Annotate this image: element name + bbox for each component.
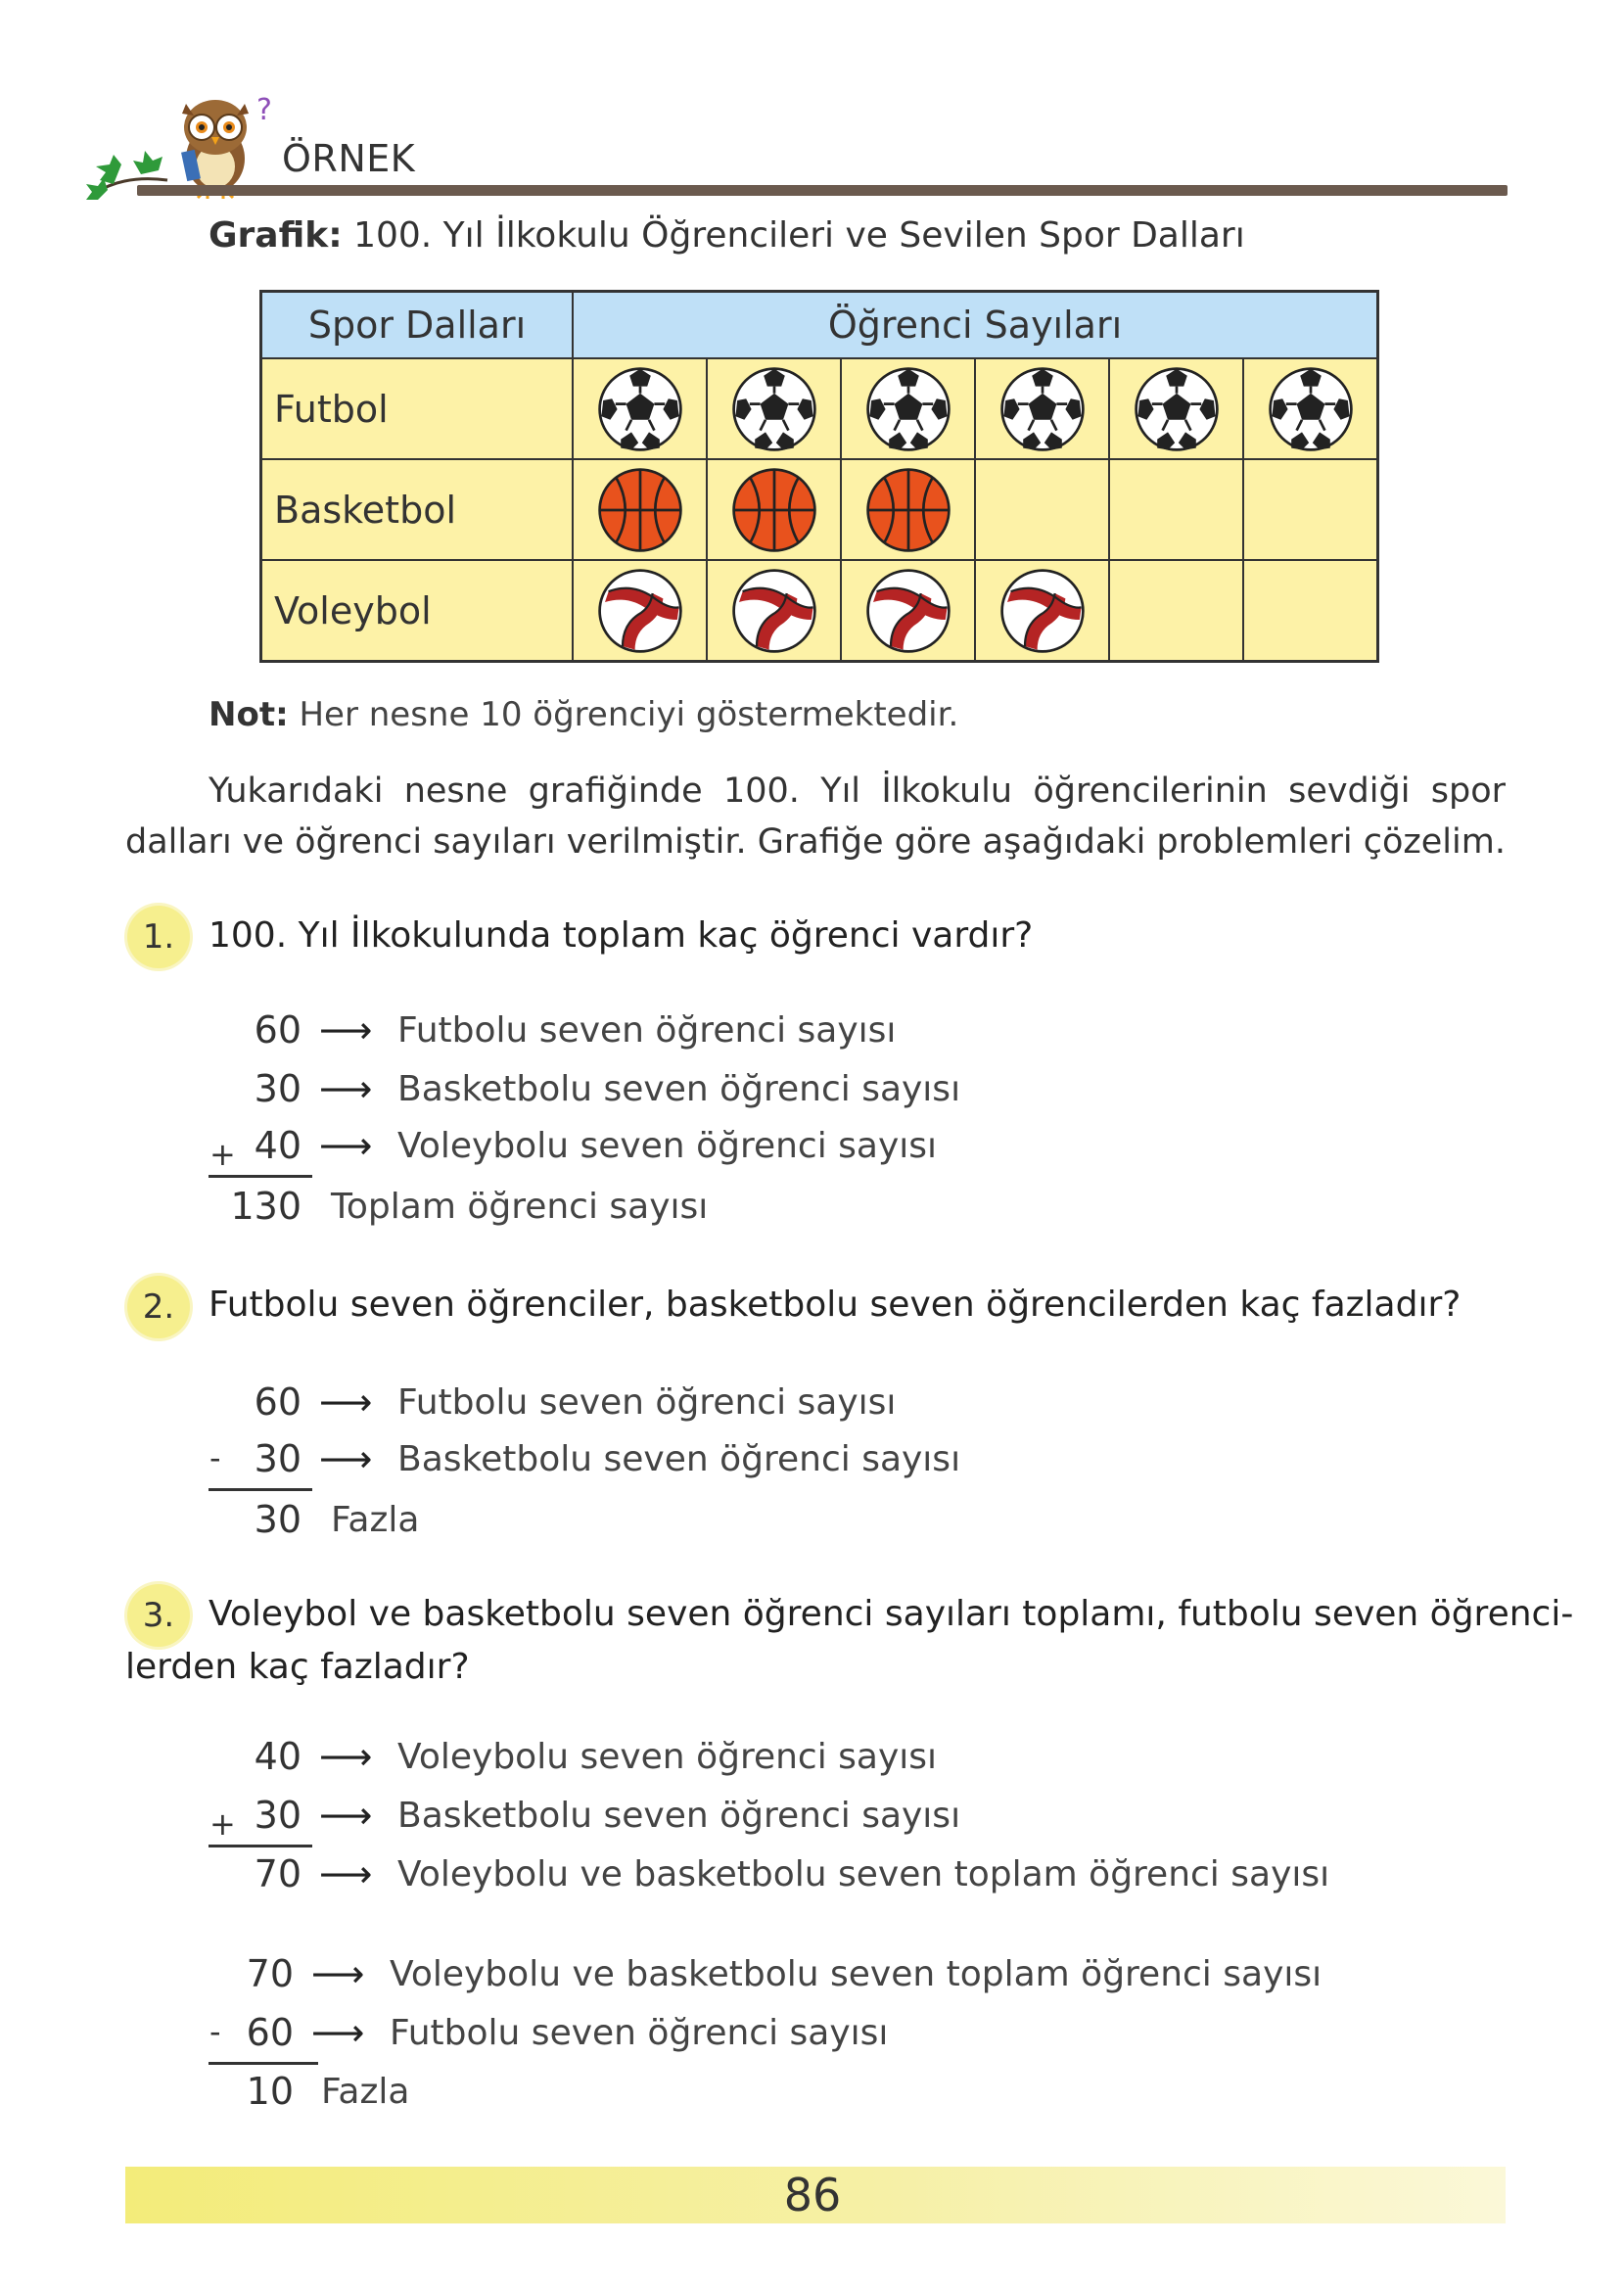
table-row — [261, 560, 1378, 662]
arrow-icon: ⟶ — [319, 1735, 373, 1778]
soccer-ball-icon — [708, 365, 840, 453]
calc-description: Voleybolu seven öğrenci sayısı — [397, 1737, 938, 1777]
pictograph-cell — [841, 560, 975, 662]
graph-note — [209, 695, 958, 734]
question-3-text: Voleybol ve basketbolu seven öğrenci sayıları toplamı, futbolu seven öğrenci- — [209, 1594, 1574, 1634]
graph-caption — [209, 215, 1245, 256]
calc-number: 60 — [254, 1380, 302, 1424]
volleyball-icon — [708, 567, 840, 655]
arrow-icon: ⟶ — [319, 1008, 373, 1052]
arrow-icon: ⟶ — [319, 1124, 373, 1167]
calc-result-description: Fazla — [321, 2072, 410, 2112]
calc-description: Futbolu seven öğrenci sayısı — [397, 1382, 897, 1423]
table-header-students: Öğrenci Sayıları — [573, 292, 1378, 359]
calc-description: Voleybolu ve basketbolu seven toplam öğrenci sayısı — [390, 1954, 1322, 1994]
pictograph-cell — [1243, 358, 1378, 459]
leaf-decoration-icon — [84, 145, 172, 206]
calc-number: 40 — [254, 1735, 302, 1778]
soccer-ball-icon — [1110, 365, 1242, 453]
volleyball-icon — [842, 567, 974, 655]
arrow-icon: ⟶ — [319, 1794, 373, 1837]
pictograph-table — [259, 290, 1379, 663]
pictograph-cell — [1243, 560, 1378, 662]
arrow-icon: ⟶ — [311, 1952, 365, 1995]
calc-description: Futbolu seven öğrenci sayısı — [397, 1010, 897, 1051]
minus-operator: - — [209, 2013, 221, 2050]
note-text: Her nesne 10 öğrenciyi göstermektedir. — [299, 695, 959, 734]
calc-result: 70 — [254, 1852, 302, 1895]
arrow-icon: ⟶ — [311, 2011, 365, 2054]
basketball-icon — [574, 466, 706, 554]
plus-operator: + — [209, 1805, 236, 1843]
pictograph-cell — [841, 459, 975, 560]
arrow-icon: ⟶ — [319, 1380, 373, 1424]
calc-number: 40 — [254, 1124, 302, 1167]
pictograph-cell — [841, 358, 975, 459]
calc-description: Futbolu seven öğrenci sayısı — [390, 2013, 889, 2053]
calc-description: Voleybolu seven öğrenci sayısı — [397, 1126, 938, 1166]
pictograph-cell — [1243, 459, 1378, 560]
calc-result-description: Fazla — [331, 1500, 420, 1540]
question-badge: 1. — [127, 906, 190, 968]
calc-result: 30 — [254, 1498, 302, 1541]
pictograph-cell — [573, 358, 707, 459]
arrow-icon: ⟶ — [319, 1852, 373, 1895]
sport-label: Voleybol — [261, 560, 574, 662]
calc-description: Basketbolu seven öğrenci sayısı — [397, 1439, 961, 1479]
calc-number: 30 — [254, 1067, 302, 1110]
calc-number: 60 — [246, 2011, 294, 2054]
soccer-ball-icon — [842, 365, 974, 453]
question-1-text: 100. Yıl İlkokulunda toplam kaç öğrenci vardır? — [209, 915, 1034, 956]
calc-number: 70 — [246, 1952, 294, 1995]
plus-operator: + — [209, 1136, 236, 1173]
sum-line — [209, 1845, 312, 1847]
calc-number: 30 — [254, 1794, 302, 1837]
pictograph-cell — [707, 560, 841, 662]
table-row — [261, 459, 1378, 560]
soccer-ball-icon — [976, 365, 1108, 453]
basketball-icon — [708, 466, 840, 554]
section-title: ÖRNEK — [282, 137, 416, 180]
caption-text: 100. Yıl İlkokulu Öğrencileri ve Sevilen Spor Dalları — [353, 215, 1245, 256]
pictograph-cell — [975, 459, 1109, 560]
calc-number: 30 — [254, 1437, 302, 1480]
minus-operator: - — [209, 1439, 221, 1476]
calc-result: 130 — [230, 1185, 302, 1228]
pictograph-cell — [1109, 459, 1243, 560]
pictograph-cell — [573, 459, 707, 560]
caption-label: Grafik: — [209, 215, 343, 256]
sum-line — [209, 1175, 312, 1178]
svg-text:?: ? — [256, 93, 272, 127]
calc-number: 60 — [254, 1008, 302, 1052]
intro-paragraph: Yukarıdaki nesne grafiğinde 100. Yıl İlkokulu öğrencilerinin sevdiği spor dalları ve öğrenci sayıları verilmiştir. Grafiğe göre aşağıdaki problemleri çözelim. — [125, 771, 1506, 862]
volleyball-icon — [574, 567, 706, 655]
calc-description: Basketbolu seven öğrenci sayısı — [397, 1069, 961, 1109]
pictograph-cell — [573, 560, 707, 662]
basketball-icon — [842, 466, 974, 554]
arrow-icon: ⟶ — [319, 1437, 373, 1480]
sport-label: Futbol — [261, 358, 574, 459]
pictograph-cell — [707, 459, 841, 560]
question-badge: 2. — [127, 1276, 190, 1338]
calc-result: 10 — [246, 2070, 294, 2113]
pictograph-cell — [707, 358, 841, 459]
pictograph-cell — [975, 560, 1109, 662]
question-3-text-cont: lerden kaç fazladır? — [125, 1647, 470, 1687]
table-header-sport: Spor Dalları — [261, 292, 574, 359]
calc-result-description: Voleybolu ve basketbolu seven toplam öğrenci sayısı — [397, 1854, 1330, 1894]
header-divider — [137, 185, 1508, 196]
volleyball-icon — [976, 567, 1108, 655]
sport-label: Basketbol — [261, 459, 574, 560]
table-row — [261, 358, 1378, 459]
calc-description: Basketbolu seven öğrenci sayısı — [397, 1796, 961, 1836]
pictograph-cell — [1109, 358, 1243, 459]
difference-line — [209, 2062, 318, 2065]
page-number: 86 — [783, 2169, 842, 2221]
arrow-icon: ⟶ — [319, 1067, 373, 1110]
question-badge: 3. — [127, 1584, 190, 1647]
pictograph-cell — [1109, 560, 1243, 662]
pictograph-cell — [975, 358, 1109, 459]
difference-line — [209, 1488, 312, 1491]
soccer-ball-icon — [1244, 365, 1376, 453]
question-2-text: Futbolu seven öğrenciler, basketbolu seven öğrencilerden kaç fazladır? — [209, 1285, 1462, 1325]
soccer-ball-icon — [574, 365, 706, 453]
owl-mascot-icon — [168, 90, 276, 200]
calc-result-description: Toplam öğrenci sayısı — [331, 1187, 709, 1227]
note-label: Not: — [209, 695, 289, 734]
